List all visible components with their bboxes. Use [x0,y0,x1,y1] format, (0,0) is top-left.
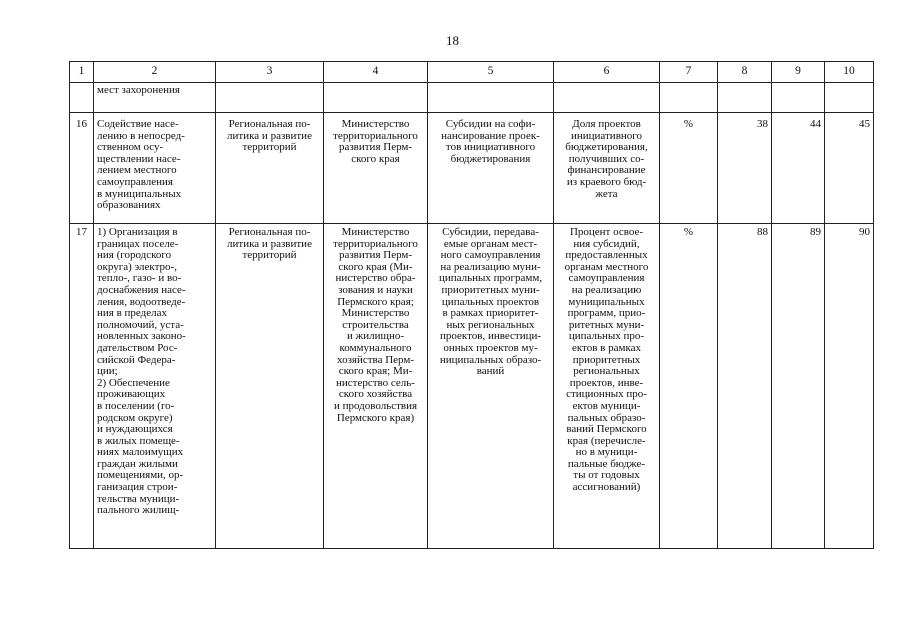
unit: % [660,224,718,549]
cell-value-9 [772,83,825,113]
row-number: 16 [70,113,94,224]
cell-num [70,83,94,113]
column-number-4: 4 [324,62,428,83]
cell-program [216,83,324,113]
column-number-8: 8 [718,62,772,83]
continuation-row [70,83,874,113]
value-10: 45 [825,113,874,224]
column-number-3: 3 [216,62,324,83]
executor-name: Министерство территориального развития Перм- ского края (Ми- нистерство обра- зования и науки Пермского края; Министерство строительства и жилищно- коммунального хозяйства Перм- ского края; Ми- нистерство сель- ского хозяйства и продовольствия Пермского края) [324,224,428,549]
value-8: 38 [718,113,772,224]
value-10: 90 [825,224,874,549]
measure-name: Субсидии на софи- нансирование проек- тов инициативного бюджетирования [428,113,554,224]
column-number-5: 5 [428,62,554,83]
task-name: Содействие насе- лению в непосред- ственном осу- ществлении насе- лением местного самоуправления в муниципальных образованиях [94,113,216,224]
column-number-10: 10 [825,62,874,83]
table-row [70,113,874,224]
cell-indicator [554,83,660,113]
page-number: 18 [446,33,459,48]
column-number-9: 9 [772,62,825,83]
column-number-1: 1 [70,62,94,83]
program-name: Региональная по- литика и развитие территорий [216,224,324,549]
column-number-7: 7 [660,62,718,83]
cell-value-10 [825,83,874,113]
column-number-row [70,62,874,83]
cell-measure [428,83,554,113]
task-name: 1) Организация в границах поселе- ния (городского округа) электро-, тепло-, газо- и во- доснабжения насе- ления, водоотведе- ния в пределах полномочий, уста- новленных законо- дательством Рос- сийской Федера- ции; 2) Обеспечение проживающих в поселении (го- родском округе) и нуждающихся в жилых помеще- ниях малоимущих граждан жилыми помещениями, ор- ганизация строи- тельства муници- пального жилищ- [94,224,216,549]
cell-name: мест захоронения [94,83,216,113]
measure-name: Субсидии, передава- емые органам мест- ного самоуправления на реализацию муни- ципальных программ, приоритетных муни- ципальных проектов в рамках приоритет- ных региональных проектов, инвестици- онных проектов му- ниципальных образо- ваний [428,224,554,549]
indicator-name: Процент освое- ния субсидий, предоставленных органам местного самоуправления на реализацию муниципальных программ, прио- ритетных муни- ципальных про- ектов в рамках приоритетных региональных проектов, инве- стиционных про- ектов муници- пальных образо- ваний Пермского края (перечисле- но в муници- пальные бюдже- ты от годовых ассигнований) [554,224,660,549]
row-number: 17 [70,224,94,549]
value-8: 88 [718,224,772,549]
executor-name: Министерство территориального развития Перм- ского края [324,113,428,224]
value-9: 89 [772,224,825,549]
cell-value-8 [718,83,772,113]
program-name: Региональная по- литика и развитие территорий [216,113,324,224]
cell-executor [324,83,428,113]
column-number-6: 6 [554,62,660,83]
column-number-2: 2 [94,62,216,83]
cell-unit [660,83,718,113]
table-row [70,224,874,549]
unit: % [660,113,718,224]
program-table [69,61,874,549]
indicator-name: Доля проектов инициативного бюджетирования, получивших со- финансирование из краевого бюд- жета [554,113,660,224]
value-9: 44 [772,113,825,224]
